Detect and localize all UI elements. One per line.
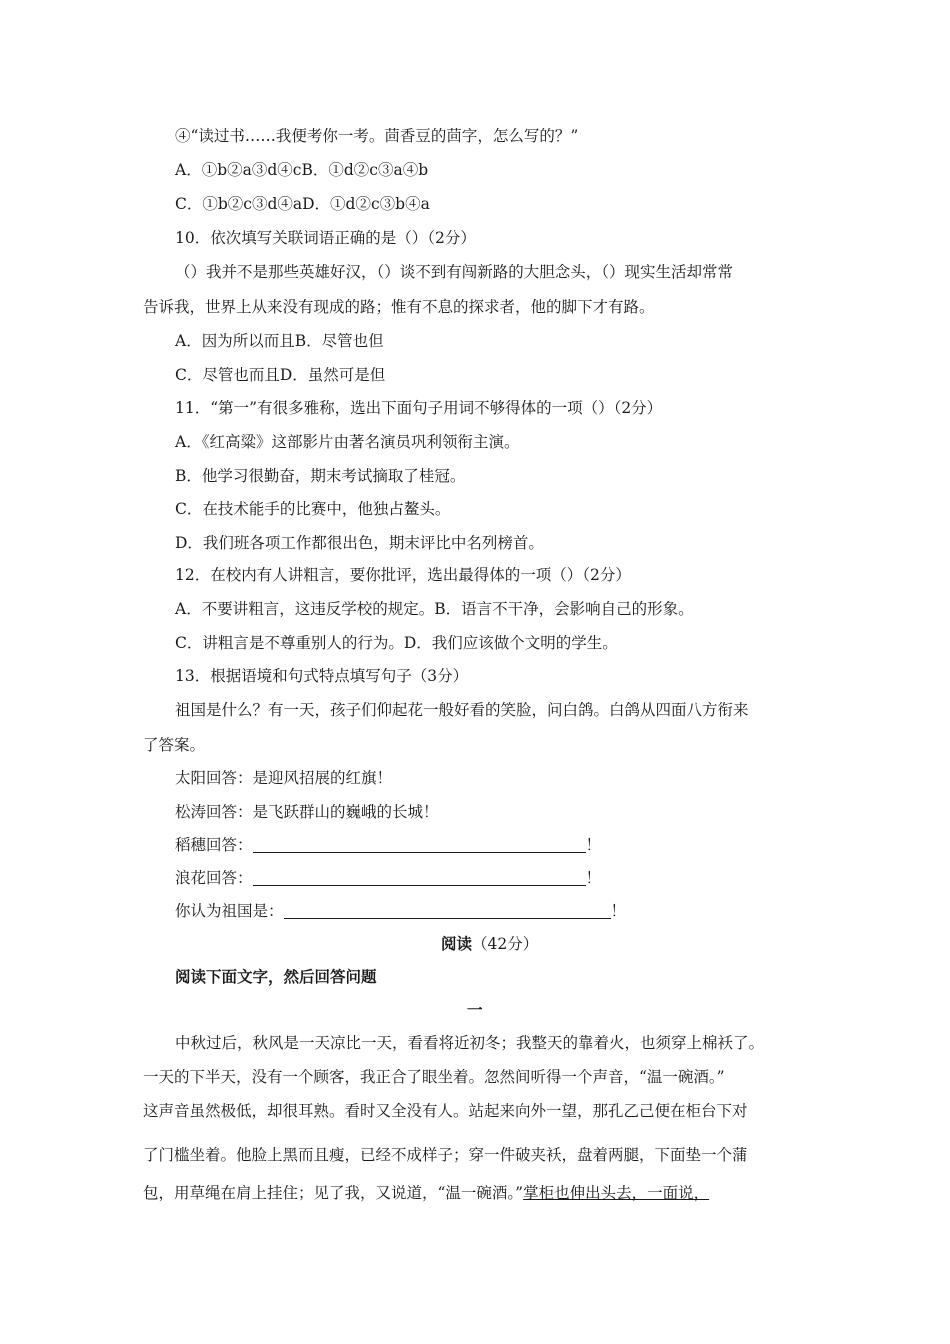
reading-score: （42分）: [472, 935, 539, 953]
reading-title: 阅读: [441, 935, 473, 953]
passage-line-4: 了门槛坐着。他脸上黑而且瘦，已经不成样子；穿一件破夹袄，盘着两腿，下面垫一个蒲: [143, 1146, 748, 1164]
passage-line-5-underlined: 掌柜也伸出头去，一面说，: [523, 1184, 710, 1202]
answer-options-ab: A．①b②a③d④cB．①d②c③a④b: [175, 161, 429, 179]
question-13-passage-1: 祖国是什么？有一天，孩子们仰起花一般好看的笑脸，问白鸽。白鸽从四面八方衔来: [175, 701, 749, 719]
question-13-passage-2: 了答案。: [143, 736, 206, 754]
your-label: 你认为祖国是：: [175, 902, 284, 920]
passage-line-2: 一天的下半天，没有一个顾客，我正合了眼坐着。忽然间听得一个声音，“温一碗酒。”: [143, 1068, 725, 1086]
question-11-option-a: A．《红高粱》这部影片由著名演员巩利领衔主演。: [175, 433, 520, 451]
answer-options-cd: C．①b②c③d④aD．①d②c③b④a: [175, 195, 430, 213]
reading-heading: [441, 934, 538, 954]
rice-excl: ！: [585, 836, 602, 854]
question-12-options-cd: C．讲粗言是不尊重别人的行为。D．我们应该做个文明的学生。: [175, 634, 618, 652]
question-10-passage-1: （）我并不是那些英雄好汉，（）谈不到有闯新路的大胆念头，（）现实生活却常常: [175, 263, 734, 281]
question-12: 12．在校内有人讲粗言，要你批评，选出最得体的一项（）（2分）: [175, 566, 631, 584]
question-11-option-d: D．我们班各项工作都很出色，期末评比中名列榜首。: [175, 534, 544, 552]
question-10: 10．依次填写关联词语正确的是（）（2分）: [175, 229, 476, 247]
question-11-option-b: B．他学习很勤奋，期末考试摘取了桂冠。: [175, 467, 466, 485]
question-10-passage-2: 告诉我，世界上从来没有现成的路；惟有不息的探求者，他的脚下才有路。: [143, 298, 655, 316]
your-excl: ！: [610, 902, 627, 920]
question-11-option-c: C．在技术能手的比赛中，他独占鳌头。: [175, 500, 451, 518]
wave-answer-line: [175, 868, 601, 888]
reading-instruction: 阅读下面文字，然后回答问题: [175, 968, 377, 986]
question-11: 11．“第一”有很多雅称，选出下面句子用词不够得体的一项（）（2分）: [175, 399, 663, 417]
option-line-4: ④“读过书……我便考你一考。茴香豆的茴字，怎么写的？”: [175, 127, 579, 145]
rice-label: 稻穗回答：: [175, 836, 253, 854]
your-answer-blank[interactable]: [284, 902, 611, 919]
passage-line-5-plain: 包，用草绳在肩上挂住；见了我，又说道，“温一碗酒。”: [143, 1184, 524, 1202]
rice-answer-line: [175, 835, 601, 855]
question-10-options-cd: C．尽管也而且D．虽然可是但: [175, 366, 386, 384]
question-10-options-ab: A．因为所以而且B．尽管也但: [175, 332, 384, 350]
pine-answer: 松涛回答：是飞跃群山的巍峨的长城！: [175, 803, 439, 821]
your-answer-line: [175, 901, 626, 921]
passage-line-3: 这声音虽然极低，却很耳熟。看时又全没有人。站起来向外一望，那孔乙己便在柜台下对: [143, 1102, 748, 1120]
question-12-options-ab: A．不要讲粗言，这违反学校的规定。B．语言不干净，会影响自己的形象。: [175, 600, 694, 618]
passage-line-1: 中秋过后，秋风是一天凉比一天，看看将近初冬；我整天的靠着火，也须穿上棉袄了。: [175, 1034, 765, 1052]
question-13: 13．根据语境和句式特点填写句子（3分）: [175, 667, 469, 685]
wave-answer-blank[interactable]: [253, 869, 586, 886]
section-number: 一: [467, 1001, 483, 1019]
wave-label: 浪花回答：: [175, 869, 253, 887]
wave-excl: ！: [585, 869, 602, 887]
passage-line-5: [143, 1183, 709, 1203]
rice-answer-blank[interactable]: [253, 836, 586, 853]
sun-answer: 太阳回答：是迎风招展的红旗！: [175, 769, 393, 787]
